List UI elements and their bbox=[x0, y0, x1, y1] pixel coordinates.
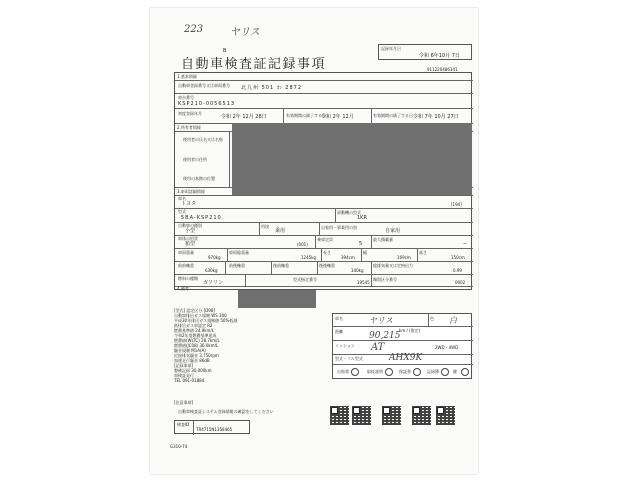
qr-code-icon bbox=[382, 406, 401, 425]
inspection-id-value: TR4715N1358465 bbox=[196, 427, 233, 432]
chassis-label: 車台番号 bbox=[178, 95, 194, 100]
shape-value: 自家用 bbox=[385, 228, 401, 234]
stamp-drive-value: 2WD・4WD bbox=[435, 345, 459, 350]
category-value: 0002 bbox=[455, 280, 466, 285]
check-circle-icon bbox=[441, 368, 449, 376]
expiry-label: 有効期間の満了する日 bbox=[373, 113, 413, 118]
handwritten-number: 223 bbox=[184, 24, 204, 35]
stamp-mission-label: ミッション bbox=[335, 343, 355, 348]
displacement-value: 0.99 bbox=[453, 268, 462, 273]
engine-type-label: 原動機の型式 bbox=[337, 210, 361, 215]
body-value: 箱型 bbox=[185, 241, 196, 247]
remarks-line: [型式] 認定区分 [D98] bbox=[174, 308, 215, 313]
record-date-label: 記録年月日 bbox=[381, 46, 401, 51]
make-label: 車名 bbox=[178, 196, 186, 201]
check-circle-icon bbox=[351, 368, 359, 376]
type-no-label: 型式指定番号 bbox=[293, 277, 317, 282]
front-axle-value: 630kg bbox=[205, 268, 218, 273]
remarks-line: 燃費値(WLTC) 28.7km/L bbox=[174, 338, 220, 343]
remarks-line: 燃費基準値 24.9km/L bbox=[174, 328, 214, 333]
remarks-line: TEL 091-01884 bbox=[174, 378, 205, 383]
remarks-list bbox=[174, 308, 324, 383]
gross-label: 車両総重量 bbox=[229, 250, 249, 255]
length-value: 394cm bbox=[341, 255, 355, 260]
displacement-label: 総排気量又は定格出力 bbox=[373, 263, 413, 268]
max-load-value: − bbox=[463, 241, 468, 247]
capacity-value: 5 bbox=[359, 241, 363, 247]
inspection-certificate-page bbox=[150, 8, 478, 474]
doc-letter: B bbox=[223, 48, 227, 54]
weight-value: 970kg bbox=[208, 255, 221, 260]
rear-front-label: 後前軸重 bbox=[273, 263, 289, 268]
class-value: 小型 bbox=[185, 228, 196, 234]
model-label: 型式 bbox=[178, 209, 186, 214]
owner-addr-label: 使用者の住所 bbox=[183, 157, 207, 162]
inspection-id-label: 検査ID bbox=[177, 422, 190, 427]
max-load-label: 最大積載量 bbox=[373, 237, 393, 242]
stamp-mission-value: AT bbox=[371, 342, 385, 353]
remarks-line: 燃費値(JC08) 36.0km/L bbox=[174, 343, 219, 348]
stamp-vehicle-value: ヤリス bbox=[369, 316, 393, 325]
dealer-stamp-box bbox=[332, 313, 472, 379]
front-rear-label: 前後軸重 bbox=[229, 263, 245, 268]
check-circle-icon bbox=[461, 368, 469, 376]
redacted-owner-info bbox=[232, 123, 472, 195]
weight-label: 車両重量 bbox=[178, 250, 194, 255]
category-label: 類別区分番号 bbox=[373, 277, 397, 282]
check-warranty: 保証書 bbox=[399, 369, 411, 374]
remarks-line: 車検証発行 bbox=[174, 373, 194, 378]
remarks-line: 騒音規制 M1A(A) bbox=[174, 348, 206, 353]
width-value: 169cm bbox=[397, 255, 411, 260]
base-location-label: 使用の本拠の位置 bbox=[183, 176, 215, 181]
body-label: 車体の形状 bbox=[178, 236, 198, 241]
notice-text: 自動車検査証システム登録情報の確認をしてください bbox=[178, 409, 274, 414]
inspection-id-box bbox=[174, 420, 250, 434]
first-reg-label: 初度登録年月 bbox=[178, 111, 202, 116]
height-value: 150cm bbox=[451, 255, 465, 260]
height-label: 高さ bbox=[419, 250, 427, 255]
expiry-value: 令和 7年 10月 27日 bbox=[413, 114, 459, 120]
check-circle-icon bbox=[413, 368, 421, 376]
stamp-vehicle-label: 車名 bbox=[335, 316, 343, 321]
engine-type-value: 1KR bbox=[357, 215, 367, 221]
stamp-mileage-label: 距離 bbox=[335, 329, 343, 334]
fuel-label: 燃料の種類 bbox=[178, 276, 198, 281]
section4-label: 4.備考 bbox=[177, 286, 189, 291]
qr-code-icon bbox=[436, 406, 455, 425]
reg-number-value: 北九州 501 わ 2872 bbox=[241, 85, 303, 91]
remarks-line: 低排出ガス車認定 R2 bbox=[174, 323, 213, 328]
stamp-full-model-value: AHX9K bbox=[389, 353, 423, 363]
length-label: 長さ bbox=[323, 250, 331, 255]
stamp-mileage-value: 90,215 bbox=[369, 331, 401, 341]
check-circle-icon bbox=[385, 368, 393, 376]
stamp-color-value: 白 bbox=[449, 316, 457, 325]
qr-code-icon bbox=[330, 406, 349, 425]
record-date-value: 令和 6年10月 7日 bbox=[419, 53, 460, 59]
notice-heading: [注意事項] bbox=[174, 400, 194, 405]
body-code: (001) bbox=[297, 242, 308, 247]
class-label: 自動車の種別 bbox=[178, 223, 202, 228]
shape-label: 自家用・事業用の別 bbox=[321, 225, 357, 230]
type-no-value: 19545 bbox=[357, 280, 370, 285]
remarks-line: 加速走行騒音 86dB bbox=[174, 358, 210, 363]
check-manual: 取扱説明 bbox=[367, 369, 383, 374]
remarks-line: 整備記録 30,000km bbox=[174, 368, 212, 373]
capacity-label: 乗車定員 bbox=[317, 237, 333, 242]
section1-label: 1.基本情報 bbox=[177, 74, 197, 79]
front-axle-label: 前前軸重 bbox=[178, 263, 194, 268]
stamp-color-label: 色 bbox=[430, 316, 434, 321]
qr-code-icon bbox=[412, 406, 431, 425]
doc-serial: 911220486341 bbox=[427, 67, 458, 72]
use-value: 乗用 bbox=[275, 228, 286, 234]
date2-label: 有効期間の満了する日 bbox=[286, 113, 326, 118]
check-key: 鍵 bbox=[453, 369, 457, 374]
remarks-line: [記録事項] bbox=[174, 363, 194, 368]
use-label: 用途 bbox=[261, 224, 269, 229]
gross-value: 1245kg bbox=[301, 255, 317, 260]
width-label: 幅 bbox=[363, 250, 367, 255]
date2-value: 令和 2年 12月 bbox=[321, 114, 354, 120]
check-records: 記録簿 bbox=[427, 369, 439, 374]
record-date-box bbox=[378, 44, 472, 60]
remarks-line: 近接排気騒音 3,750rpm bbox=[174, 353, 219, 358]
chassis-value: KSP210-0056513 bbox=[178, 101, 236, 107]
check-jibaiseki: 自賠責 bbox=[337, 369, 349, 374]
rear-axle-label: 後後軸重 bbox=[319, 263, 335, 268]
qr-code-icon bbox=[352, 406, 371, 425]
first-reg-value: 令和 2年 12月 28日 bbox=[221, 114, 267, 120]
reg-number-label: 自動車登録番号又は車両番号 bbox=[178, 83, 230, 88]
section2-label: 2.所有者情報 bbox=[177, 125, 201, 130]
redacted-remarks bbox=[238, 290, 316, 308]
remarks-line: 平成30年排出ガス規制値 50%低減 bbox=[174, 318, 238, 323]
remarks-line: 令和2年度燃費基準達成 bbox=[174, 333, 217, 338]
stamp-full-model-label: 型式・フル型式 bbox=[335, 356, 363, 361]
rear-axle-value: 340kg bbox=[351, 268, 364, 273]
model-value: 5BA-KSP210 bbox=[181, 215, 222, 221]
section3-label: 3.車両詳細情報 bbox=[177, 189, 205, 194]
owner-name-label: 使用者の氏名又は名称 bbox=[183, 137, 223, 142]
fuel-value: ガソリン bbox=[203, 280, 224, 286]
stamp-mileage-unit: km / (推定) bbox=[399, 328, 421, 333]
handwritten-model: ヤリス bbox=[230, 27, 260, 38]
footer-code: G310-74 bbox=[170, 444, 188, 449]
remarks-line: 自動車排出ガス規制 WS 300 bbox=[174, 313, 227, 318]
make-value: トヨタ bbox=[181, 201, 197, 207]
make-code: [194] bbox=[451, 202, 462, 207]
doc-title: 自動車検査証記録事項 bbox=[181, 57, 327, 72]
